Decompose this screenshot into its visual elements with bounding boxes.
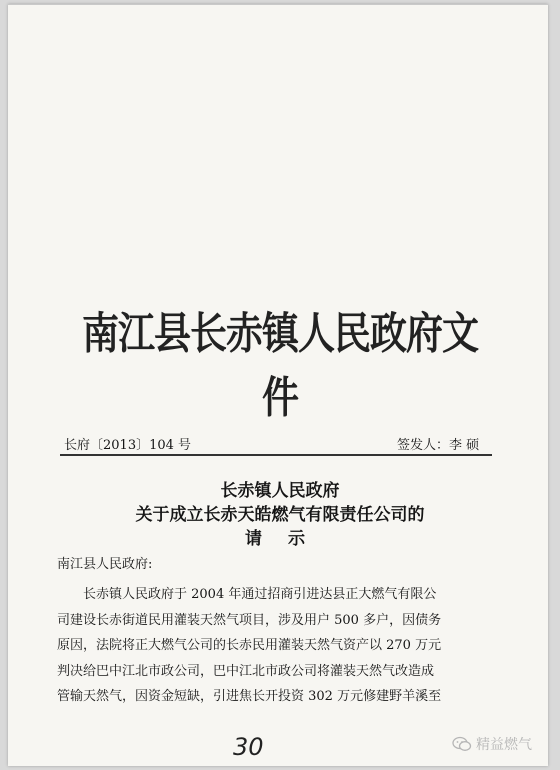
request-title-line2: 关于成立长赤天皓燃气有限责任公司的 — [135, 505, 425, 525]
body-line: 司建设长赤街道民用灌装天然气项目，涉及用户 500 多户，因债务 — [57, 612, 442, 628]
page-number: 30 — [233, 733, 264, 761]
body-line: 判决给巴中江北市政公司，巴中江北市政公司将灌装天然气改造成 — [57, 663, 435, 679]
request-title-line1: 长赤镇人民政府 — [220, 481, 340, 501]
header-rule — [60, 454, 492, 456]
watermark-text: 精益燃气 — [476, 737, 532, 753]
document-title: 南江县长赤镇人民政府文件 — [82, 307, 478, 424]
request-title-line3: 请 示 — [245, 529, 315, 549]
body-line: 管输天然气，因资金短缺，引进焦长开投资 302 万元修建野羊溪至 — [57, 689, 442, 705]
body-text — [57, 582, 493, 710]
wechat-icon — [452, 736, 472, 752]
addressee: 南江县人民政府: — [57, 557, 153, 572]
body-line: 长赤镇人民政府于 2004 年通过招商引进达县正大燃气有限公 — [83, 587, 437, 602]
signer-label: 签发人：李 硕 — [397, 438, 480, 453]
body-line: 原因，法院将正大燃气公司的长赤民用灌装天然气资产以 270 万元 — [57, 638, 442, 654]
page-edge — [8, 4, 548, 5]
document-number: 长府〔2013〕104 号 — [64, 438, 192, 453]
watermark — [452, 734, 532, 754]
